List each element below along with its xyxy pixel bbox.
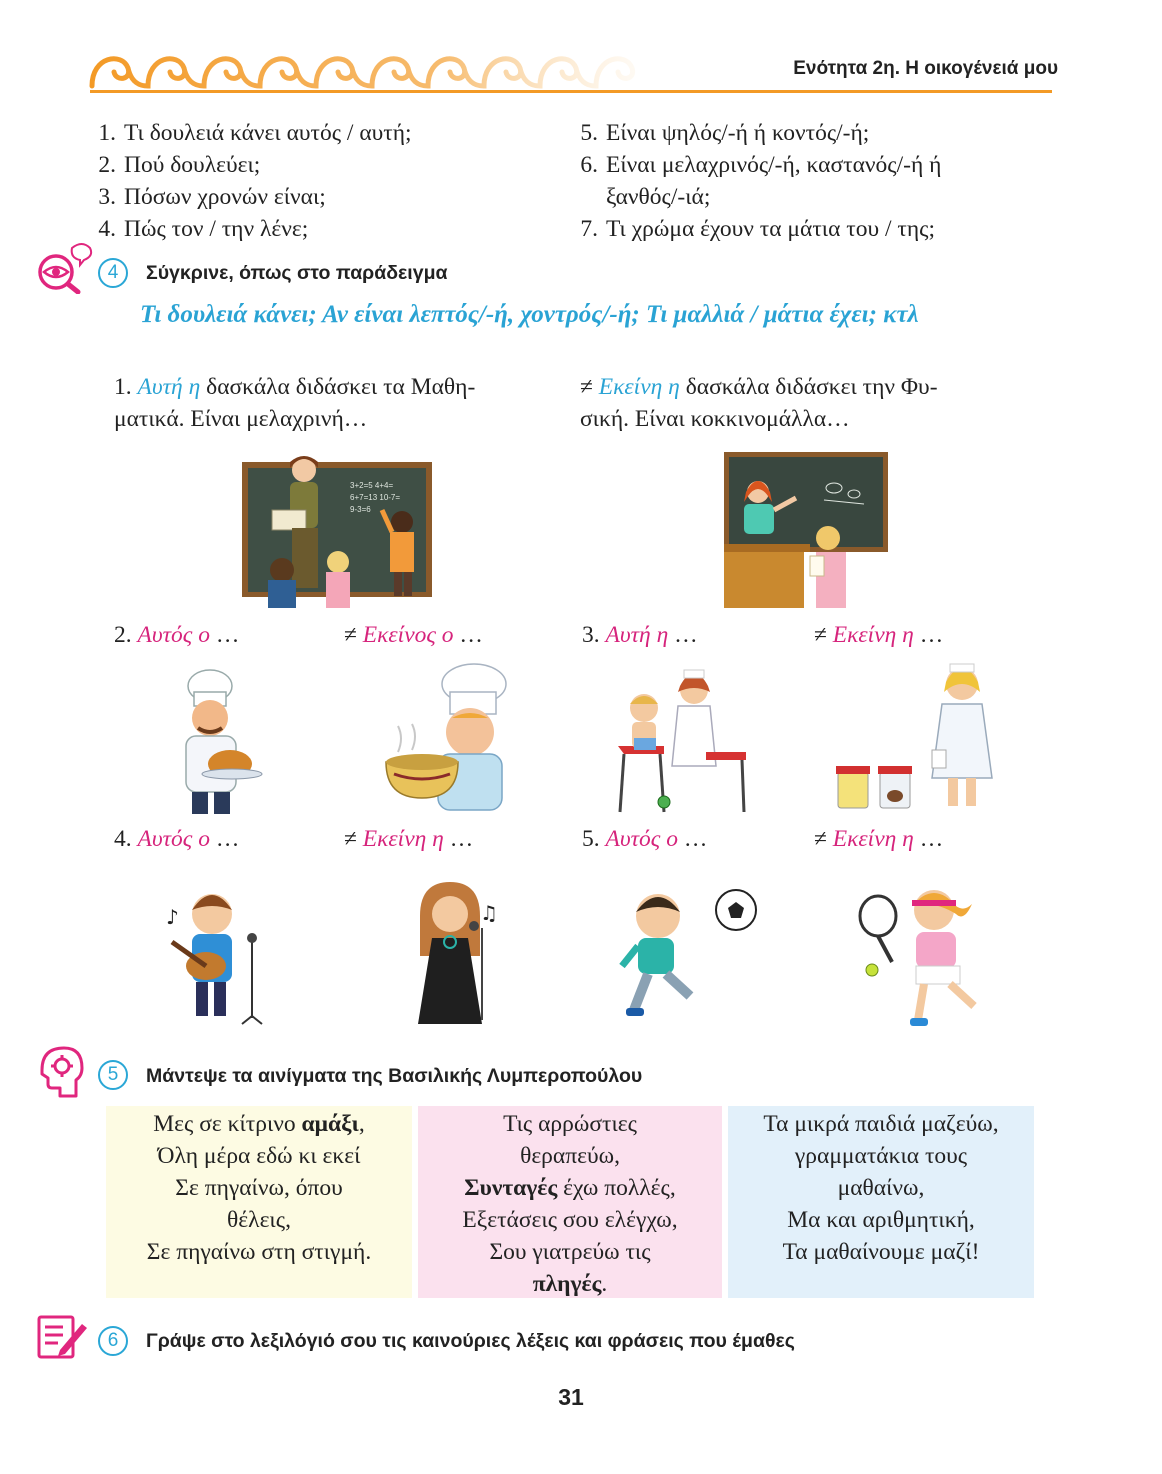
example-right-line2: σική. Είναι κοκκινομάλλα…	[580, 406, 850, 432]
teacher-math-illustration	[242, 452, 432, 608]
svg-text:♪: ♪	[166, 905, 179, 929]
example-right-line1: ≠ Εκείνη η δασκάλα διδάσκει την Φυ-	[580, 374, 938, 400]
boy-soccer-ball-illustration	[612, 880, 760, 1028]
head-gear-icon	[34, 1044, 84, 1100]
riddle-line: Σε πηγαίνω στη στιγμή.	[146, 1239, 372, 1265]
exercise4-title: Σύγκρινε, όπως στο παράδειγμα	[146, 262, 448, 284]
riddle-line: πληγές.	[532, 1271, 608, 1297]
riddle-line: γραμματάκια τους	[794, 1143, 968, 1169]
notebook-pencil-icon	[36, 1312, 88, 1360]
chef-with-turkey-illustration	[162, 668, 268, 816]
header-title: Ενότητα 2η. Η οικογένειά μου	[793, 58, 1058, 79]
item4-left-label: 4. Αυτός ο …	[114, 826, 240, 852]
question-item: 3. Πόσων χρονών είναι;	[98, 184, 326, 210]
example-left-line2: ματικά. Είναι μελαχρινή…	[114, 406, 368, 432]
question-item: 6. Είναι μελαχρινός/-ή, καστανός/-ή ή	[580, 152, 942, 178]
question-continuation: ξανθός/-ιά;	[606, 184, 711, 210]
exercise-number-badge: 4	[98, 258, 128, 288]
riddle-line: θέλεις,	[227, 1207, 291, 1233]
question-item: 4. Πώς τον / την λένε;	[98, 216, 309, 242]
girl-tennis-illustration	[852, 880, 986, 1030]
item5-left-label: 5. Αυτός ο …	[582, 826, 708, 852]
boy-singer-guitar-illustration	[162, 880, 270, 1026]
item3-left-label: 3. Αυτή η …	[582, 622, 698, 648]
riddle-box	[418, 1106, 722, 1298]
svg-text:3+2=5 4+4=: 3+2=5 4+4=	[350, 481, 394, 490]
item2-left-label: 2. Αυτός ο …	[114, 622, 240, 648]
riddle-line: Όλη μέρα εδώ κι εκεί	[157, 1143, 361, 1169]
question-item: 1. Τι δουλειά κάνει αυτός / αυτή;	[98, 120, 412, 146]
riddle-box	[728, 1106, 1034, 1298]
header-wave-ornament	[88, 46, 668, 92]
question-list-left	[84, 117, 412, 245]
exercise6-title: Γράψε στο λεξιλόγιό σου τις καινούριες λέξεις και φράσεις που έμαθες	[146, 1330, 795, 1352]
svg-text:9-3=6: 9-3=6	[350, 505, 371, 514]
riddle-line: Τα μικρά παιδιά μαζεύω,	[763, 1111, 999, 1137]
example-left-line1: 1. Αυτή η δασκάλα διδάσκει τα Μαθη-	[114, 374, 476, 400]
exercise5-title: Μάντεψε τα αινίγματα της Βασιλικής Λυμπεροπούλου	[146, 1065, 643, 1087]
teacher-physics-illustration	[724, 452, 888, 608]
question-item: 5. Είναι ψηλός/-ή ή κοντός/-ή;	[580, 120, 870, 146]
question-item: 7. Τι χρώμα έχουν τα μάτια του / της;	[580, 216, 935, 242]
riddle-line: Μα και αριθμητική,	[787, 1207, 975, 1233]
riddle-line: Τα μαθαίνουμε μαζί!	[782, 1239, 980, 1265]
riddle-line: μαθαίνω,	[837, 1175, 925, 1201]
riddle-line: Τις αρρώστιες	[503, 1111, 637, 1137]
riddle-line: Σου γιατρεύω τις	[489, 1239, 651, 1265]
svg-text:♫: ♫	[480, 901, 498, 925]
page-number: 31	[558, 1384, 584, 1410]
riddle-line: Σε πηγαίνω, όπου	[175, 1175, 343, 1201]
doctor-examining-child-illustration	[614, 656, 748, 816]
question-item: 2. Πού δουλεύει;	[98, 152, 261, 178]
nurse-with-samples-illustration	[834, 660, 1012, 816]
svg-text:6+7=13 10-7=: 6+7=13 10-7=	[350, 493, 401, 502]
exercise4-instruction: Τι δουλειά κάνει; Αν είναι λεπτός/-ή, χοντρός/-ή; Τι μαλλιά / μάτια έχει; κτλ	[140, 301, 919, 328]
riddle-line: Συνταγές έχω πολλές,	[464, 1175, 676, 1201]
riddle-box	[106, 1106, 412, 1298]
riddle-line: Μες σε κίτρινο αμάξι,	[153, 1111, 365, 1137]
header-rule	[90, 90, 1052, 93]
item2-right-label: ≠ Εκείνος ο …	[344, 622, 483, 648]
question-list-right	[566, 117, 941, 245]
item3-right-label: ≠ Εκείνη η …	[814, 622, 944, 648]
item4-right-label: ≠ Εκείνη η …	[344, 826, 474, 852]
magnifier-eye-icon	[34, 240, 94, 294]
exercise-number-badge: 5	[98, 1060, 128, 1090]
riddle-line: Εξετάσεις σου ελέγχω,	[462, 1207, 678, 1233]
chef-with-soup-pot-illustration	[368, 662, 516, 816]
item5-right-label: ≠ Εκείνη η …	[814, 826, 944, 852]
riddle-line: θεραπεύω,	[520, 1143, 620, 1169]
exercise-number-badge: 6	[98, 1326, 128, 1356]
girl-singer-illustration	[402, 880, 506, 1028]
